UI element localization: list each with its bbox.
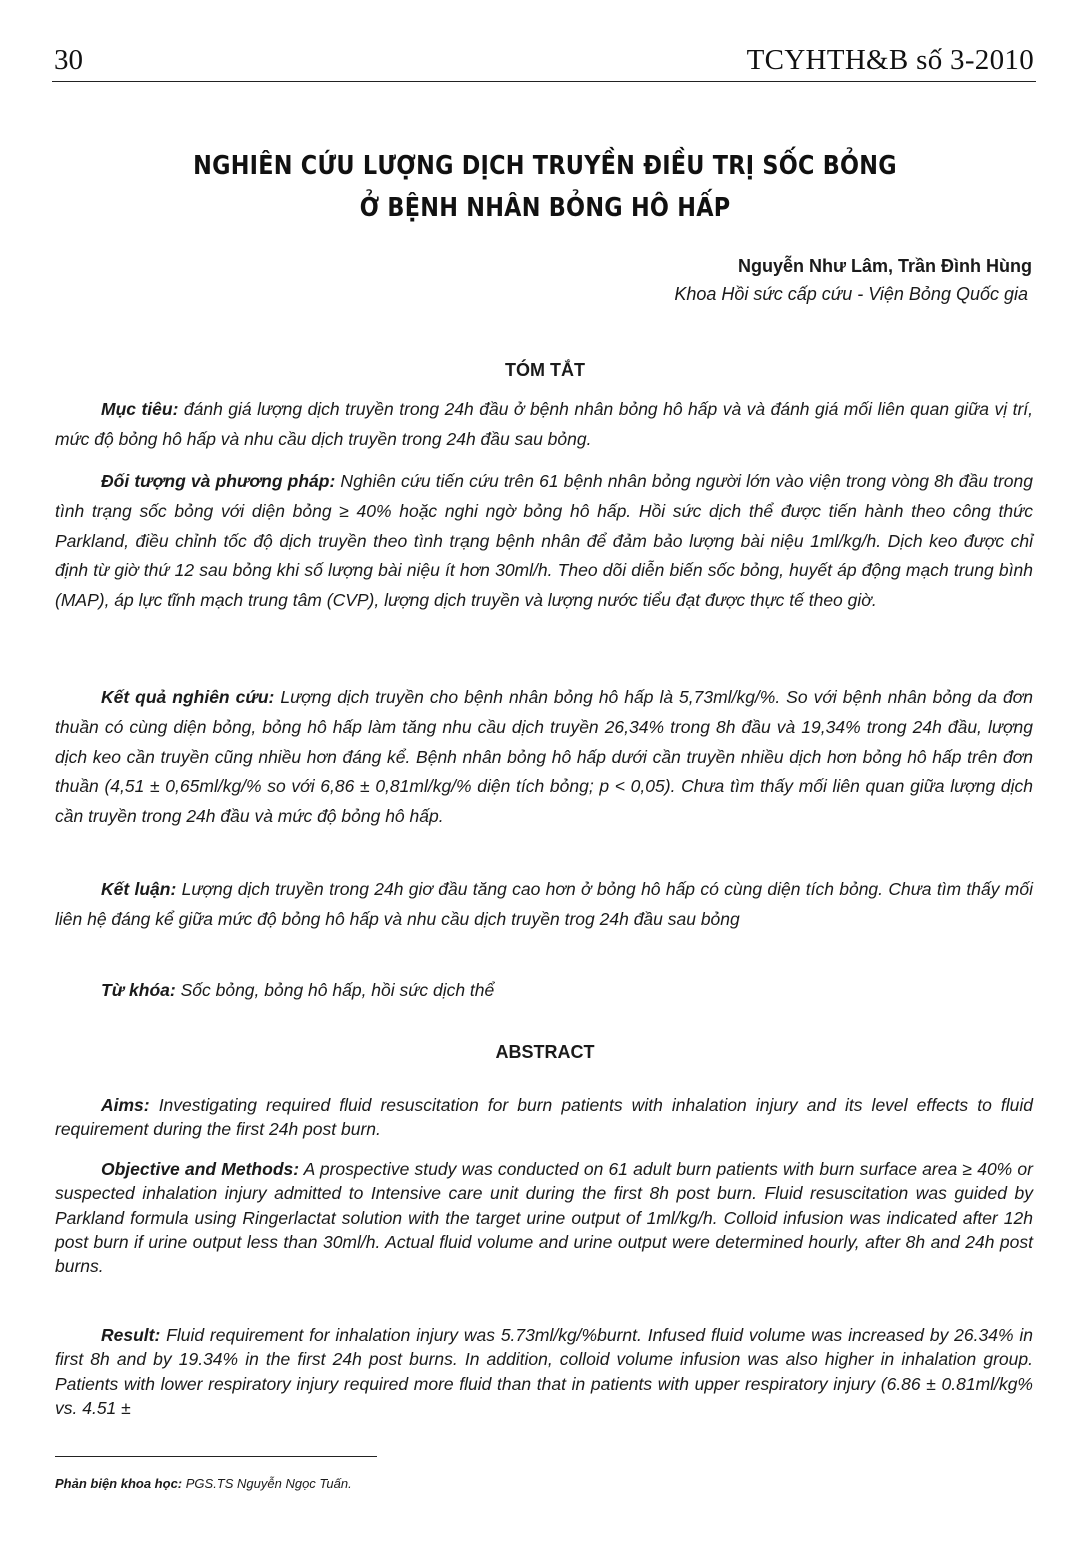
title-line-1: NGHIÊN CỨU LƯỢNG DỊCH TRUYỀN ĐIỀU TRỊ SỐC BỎNG bbox=[193, 151, 897, 181]
methods-label: Objective and Methods: bbox=[101, 1159, 300, 1179]
ket-luan-text: Lượng dịch truyền trong 24h giơ đầu tăng cao hơn ở bỏng hô hấp có cùng diện tích bỏng. Chưa tìm thấy mối liên hệ đáng kể giữa mức độ bỏng hô hấp và nhu cầu dịch truyền trog 24h đầu sau bỏng bbox=[55, 879, 1033, 929]
tu-khoa-label: Từ khóa: bbox=[101, 980, 176, 1000]
result-label: Result: bbox=[101, 1325, 161, 1345]
methods-paragraph bbox=[55, 1157, 1033, 1278]
tomtat-heading: TÓM TẮT bbox=[505, 360, 585, 380]
doi-tuong-paragraph bbox=[55, 467, 1033, 616]
tu-khoa-text: Sốc bỏng, bỏng hô hấp, hồi sức dịch thể bbox=[175, 980, 495, 1000]
page-number: 30 bbox=[54, 44, 83, 76]
header-rule bbox=[52, 81, 1036, 82]
doi-tuong-text: Nghiên cứu tiến cứu trên 61 bệnh nhân bỏng người lớn vào viện trong vòng 8h đầu trong tình trạng sốc bỏng với diện bỏng ≥ 40% hoặc nghi ngờ bỏng hô hấp. Hồi sức dịch thể được tiến hành theo công thức Parkland, điều chỉnh tốc độ dịch truyền theo tình trạng bệnh nhân để đảm bảo lượng bài niệu 1ml/kg/h. Dịch keo được chỉ định từ giờ thứ 12 sau bỏng khi số lượng bài niệu ít hơn 30ml/h. Theo dõi diễn biến sốc bỏng, huyết áp động mạch trung bình (MAP), áp lực tĩnh mạch trung tâm (CVP), lượng dịch truyền và lượng nước tiểu đạt được thực tế theo giờ. bbox=[55, 471, 1033, 611]
article-title bbox=[128, 145, 962, 229]
aims-text: Investigating required fluid resuscitation for burn patients with inhalation injury and its level effects to fluid requirement during the first 24h post burn. bbox=[55, 1095, 1033, 1140]
ket-luan-label: Kết luận: bbox=[101, 879, 177, 899]
result-paragraph bbox=[55, 1323, 1033, 1420]
footnote-text: PGS.TS Nguyễn Ngọc Tuấn. bbox=[182, 1476, 352, 1491]
tu-khoa-paragraph bbox=[55, 976, 1033, 1006]
ket-qua-label: Kết quả nghiên cứu: bbox=[101, 687, 275, 707]
result-text: Fluid requirement for inhalation injury was 5.73ml/kg/%burnt. Infused fluid volume was increased by 26.34% in first 8h and by 19.34% in the first 24h post burns. In addition, colloid volume infusion was also higher in inhalation group. Patients with lower respiratory injury required more fluid than that in patients with upper respiratory injury (6.86 ± 0.81ml/kg% vs. 4.51 ± bbox=[55, 1325, 1033, 1418]
authors: Nguyễn Như Lâm, Trần Đình Hùng bbox=[737, 256, 1032, 276]
footnote bbox=[55, 1476, 352, 1491]
abstract-heading: ABSTRACT bbox=[495, 1042, 595, 1062]
muc-tieu-text: đánh giá lượng dịch truyền trong 24h đầu ở bệnh nhân bỏng hô hấp và và đánh giá mối liên quan giữa vị trí, mức độ bỏng hô hấp và nhu cầu dịch truyền trong 24h đầu sau bỏng. bbox=[55, 399, 1033, 449]
muc-tieu-paragraph bbox=[55, 395, 1033, 455]
ket-qua-text: Lượng dịch truyền cho bệnh nhân bỏng hô hấp là 5,73ml/kg/%. So với bệnh nhân bỏng da đơn thuần có cùng diện bỏng, bỏng hô hấp làm tăng nhu cầu dịch truyền 26,34% trong 8h đầu và 19,34% trong 24h đầu, lượng dịch keo cần truyền cũng nhiều hơn đáng kể. Bệnh nhân bỏng hô hấp dưới cần truyền nhiều dịch hơn bỏng hô hấp trên đơn thuần (4,51 ± 0,65ml/kg/% so với 6,86 ± 0,81ml/kg/% diện tích bỏng; p < 0,05). Chưa tìm thấy mối liên quan giữa lượng dịch cần truyền trong 24h đầu và mức độ bỏng hô hấp. bbox=[55, 687, 1033, 827]
doi-tuong-label: Đối tượng và phương pháp: bbox=[101, 471, 336, 491]
ket-luan-paragraph bbox=[55, 875, 1033, 935]
affiliation: Khoa Hồi sức cấp cứu - Viện Bỏng Quốc gia bbox=[674, 284, 1028, 304]
footnote-label: Phản biện khoa học: bbox=[55, 1476, 183, 1491]
aims-label: Aims: bbox=[101, 1095, 150, 1115]
journal-name: TCYHTH&B số 3-2010 bbox=[746, 44, 1034, 76]
ket-qua-paragraph bbox=[55, 683, 1033, 832]
aims-paragraph bbox=[55, 1093, 1033, 1142]
footnote-rule bbox=[55, 1456, 377, 1457]
muc-tieu-label: Mục tiêu: bbox=[101, 399, 179, 419]
methods-text: A prospective study was conducted on 61 adult burn patients with burn surface area ≥ 40% or suspected inhalation injury admitted to Intensive care unit during the first 8h post burn. Fluid resuscitation was guided by Parkland formula using Ringerlactat solution with the target urine output of 1ml/kg/h. Colloid infusion was indicated after 12h post burn if urine output less than 30ml/h. Actual fluid volume and urine output were determined hourly, after 8h and 24h post burns. bbox=[55, 1159, 1033, 1277]
title-line-2: Ở BỆNH NHÂN BỎNG HÔ HẤP bbox=[359, 193, 731, 223]
